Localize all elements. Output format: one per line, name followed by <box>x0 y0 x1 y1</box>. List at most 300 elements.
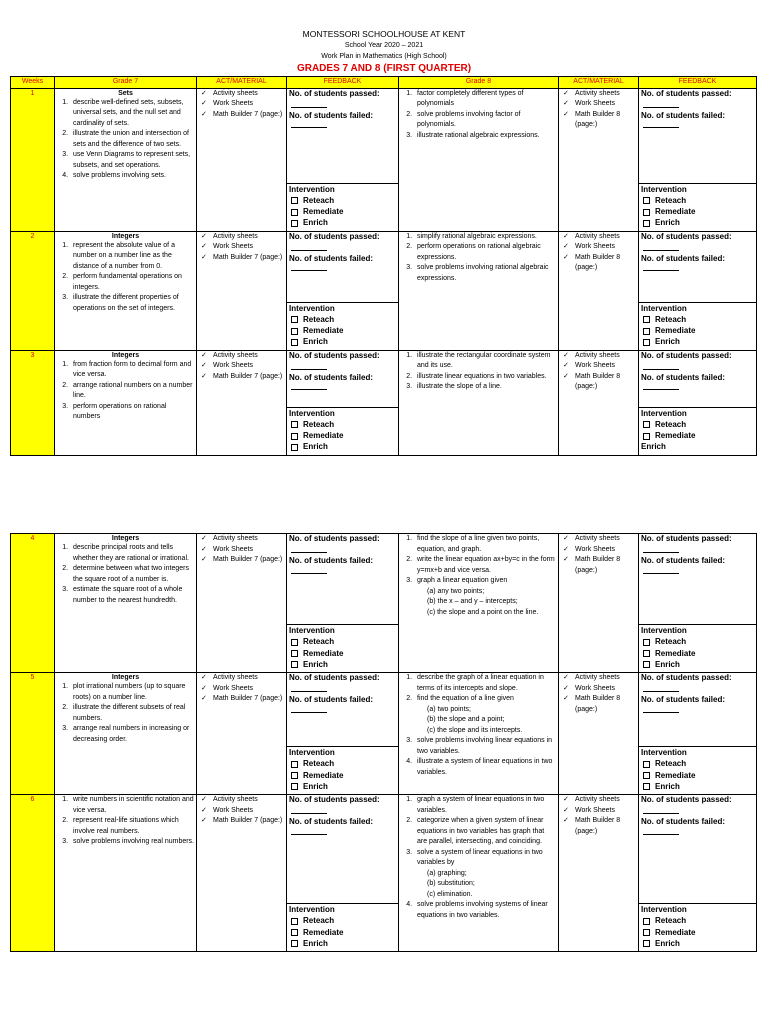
intervention-option[interactable] <box>641 915 754 926</box>
intervention-option[interactable] <box>289 336 396 347</box>
intervention-label: Intervention <box>287 746 398 758</box>
objective-item: 1. factor completely different types of polynomials <box>414 89 556 110</box>
week-number: 2 <box>11 231 55 350</box>
passed-blank[interactable] <box>643 546 679 553</box>
option-label: Enrich <box>655 337 680 347</box>
topic-title: Integers <box>111 351 140 359</box>
failed-blank[interactable] <box>291 121 327 128</box>
option-label: Enrich <box>655 218 680 228</box>
feedback-cell <box>287 88 399 231</box>
objective-item: 1. describe the graph of a linear equation in terms of its intercepts and slope. <box>414 673 556 694</box>
intervention-option[interactable] <box>641 927 754 938</box>
option-label: Remediate <box>303 770 344 780</box>
material-item: ✓ Work Sheets <box>561 806 636 817</box>
failed-blank[interactable] <box>291 706 327 713</box>
failed-blank[interactable] <box>643 121 679 128</box>
grade7-cell <box>55 795 197 952</box>
checkbox-icon[interactable] <box>291 328 298 335</box>
objective-item: 2. solve problems involving factor of polynomials. <box>414 110 556 131</box>
option-label: Reteach <box>655 637 687 647</box>
objectives-list <box>401 89 556 142</box>
page-title: GRADES 7 AND 8 (FIRST QUARTER) <box>296 63 472 74</box>
students-passed-label: No. of students passed: <box>289 534 380 543</box>
materials-cell <box>559 350 639 455</box>
grade8-cell <box>399 231 559 350</box>
students-failed-label: No. of students failed: <box>289 695 373 705</box>
objectives-list <box>57 360 194 423</box>
failed-blank[interactable] <box>643 264 679 271</box>
intervention-option[interactable] <box>289 217 396 228</box>
intervention-option[interactable] <box>289 781 396 792</box>
students-failed-label: No. of students failed: <box>641 110 725 120</box>
objective-item: 3. arrange real numbers in increasing or decreasing order. <box>70 724 194 745</box>
passed-blank[interactable] <box>291 685 327 692</box>
grade8-cell <box>399 350 559 455</box>
checkbox-icon[interactable] <box>643 918 650 925</box>
checkbox-icon[interactable] <box>643 783 650 790</box>
grade8-cell <box>399 534 559 673</box>
objective-item: 2. illustrate the union and intersection of sets and the difference of two sets. <box>70 129 194 150</box>
topic-title: Integers <box>111 674 140 681</box>
feedback-cell <box>639 88 757 231</box>
objective-item: 1. graph a system of linear equations in two variables. <box>414 795 556 816</box>
checkbox-icon[interactable] <box>291 444 298 451</box>
intervention-option[interactable] <box>289 938 396 949</box>
intervention-option[interactable] <box>641 636 754 647</box>
checkbox-icon[interactable] <box>643 421 650 428</box>
students-failed-label: No. of students failed: <box>641 817 725 827</box>
checkbox-icon[interactable] <box>643 639 650 646</box>
week-row <box>11 88 757 231</box>
objectives-list <box>57 241 194 315</box>
objectives-list <box>401 351 556 393</box>
checkbox-icon[interactable] <box>643 339 650 346</box>
week-number: 6 <box>11 795 55 952</box>
failed-blank[interactable] <box>643 706 679 713</box>
materials-cell <box>559 673 639 795</box>
material-item: ✓ Math Builder 8 (page:) <box>561 816 636 837</box>
checkbox-icon[interactable] <box>291 639 298 646</box>
students-failed-label: No. of students failed: <box>289 556 373 566</box>
material-item: ✓ Work Sheets <box>199 242 284 253</box>
objective-item: 2. determine between what two integers the square root of a number is. <box>70 564 194 585</box>
intervention-option[interactable] <box>641 430 754 441</box>
sub-item: (a) graphing; <box>427 869 467 877</box>
intervention-option[interactable] <box>289 314 396 325</box>
objectives-list <box>57 682 194 745</box>
checkbox-icon[interactable] <box>643 209 650 216</box>
objective-item: 3. illustrate the slope of a line. <box>414 382 556 393</box>
material-item: ✓ Work Sheets <box>561 684 636 695</box>
checkbox-icon[interactable] <box>291 940 298 947</box>
intervention-label: Intervention <box>287 407 398 419</box>
material-item: ✓ Work Sheets <box>199 684 284 695</box>
students-passed-label: No. of students passed: <box>289 350 380 360</box>
passed-blank[interactable] <box>643 685 679 692</box>
option-label: Remediate <box>303 927 344 937</box>
sub-item: (a) two points; <box>427 705 471 713</box>
students-failed-label: No. of students failed: <box>289 110 373 120</box>
checkbox-icon[interactable] <box>291 918 298 925</box>
sub-item: (c) elimination. <box>427 890 473 898</box>
passed-blank[interactable] <box>643 807 679 814</box>
intervention-option[interactable] <box>289 758 396 769</box>
work-plan-table-2 <box>10 533 757 952</box>
students-passed-label: No. of students passed: <box>641 795 732 804</box>
grade7-cell <box>55 673 197 795</box>
material-item: ✓ Activity sheets <box>199 232 284 243</box>
material-item: ✓ Math Builder 8 (page:) <box>561 110 636 131</box>
objective-item: 1. describe well-defined sets, subsets, universal sets, and the null set and cardinality of sets. <box>70 98 194 130</box>
material-item: ✓ Math Builder 8 (page:) <box>561 372 636 393</box>
checkbox-icon[interactable] <box>643 197 650 204</box>
students-failed-label: No. of students failed: <box>289 372 373 382</box>
checkbox-icon[interactable] <box>643 650 650 657</box>
students-passed-label: No. of students passed: <box>641 534 732 543</box>
option-label: Reteach <box>655 314 687 324</box>
passed-blank[interactable] <box>643 244 679 251</box>
checkbox-icon[interactable] <box>291 772 298 779</box>
week-number: 4 <box>11 534 55 673</box>
work-plan-subtitle: Work Plan in Mathematics (High School) <box>321 53 447 60</box>
material-item: ✓ Activity sheets <box>199 673 284 684</box>
materials-cell <box>197 350 287 455</box>
intervention-label: Intervention <box>639 183 756 195</box>
feedback-cell <box>287 673 399 795</box>
objectives-list <box>401 795 556 869</box>
intervention-option[interactable] <box>289 659 396 670</box>
option-label: Remediate <box>303 207 344 217</box>
materials-list <box>561 673 636 715</box>
students-passed-label: No. of students passed: <box>289 88 380 98</box>
week-row <box>11 673 757 795</box>
objectives-list <box>57 543 194 606</box>
objective-item: 4. solve problems involving sets. <box>70 171 194 182</box>
intervention-option[interactable] <box>289 636 396 647</box>
checkbox-icon[interactable] <box>291 650 298 657</box>
intervention-option[interactable] <box>641 314 754 325</box>
checkbox-icon[interactable] <box>291 783 298 790</box>
material-item: ✓ Work Sheets <box>199 361 284 372</box>
intervention-option[interactable] <box>641 659 754 670</box>
option-label: Reteach <box>655 195 687 205</box>
materials-list <box>561 795 636 837</box>
option-label: Enrich <box>303 781 328 791</box>
checkbox-icon[interactable] <box>291 929 298 936</box>
intervention-option[interactable] <box>289 325 396 336</box>
sub-item: (b) the x – and y – intercepts; <box>427 598 518 605</box>
week-row <box>11 534 757 673</box>
week-number: 5 <box>11 673 55 795</box>
checkbox-icon[interactable] <box>643 761 650 768</box>
intervention-label: Intervention <box>639 746 756 758</box>
col-material-8: ACT/MATERIAL <box>559 77 639 89</box>
materials-cell <box>559 88 639 231</box>
objective-item: 1. from fraction form to decimal form and vice versa. <box>70 360 194 381</box>
material-item: ✓ Work Sheets <box>199 99 284 110</box>
material-item: ✓ Activity sheets <box>199 89 284 100</box>
material-item: ✓ Math Builder 7 (page:) <box>199 253 284 264</box>
grade7-cell <box>55 88 197 231</box>
option-label: Reteach <box>303 916 335 926</box>
passed-blank[interactable] <box>291 101 327 108</box>
intervention-option[interactable] <box>641 419 754 430</box>
intervention-option[interactable] <box>641 758 754 769</box>
option-label: Reteach <box>303 419 335 429</box>
option-label: Remediate <box>655 770 696 780</box>
checkbox-icon[interactable] <box>643 940 650 947</box>
option-label: Enrich <box>303 337 328 347</box>
objective-item: 3. graph a linear equation given <box>414 576 556 587</box>
objective-item: 2. perform fundamental operations on integers. <box>70 272 194 293</box>
material-item: ✓ Math Builder 7 (page:) <box>199 110 284 121</box>
objective-item: 2. illustrate linear equations in two variables. <box>414 372 556 383</box>
materials-list <box>561 232 636 274</box>
passed-blank[interactable] <box>291 363 327 370</box>
topic-title: Integers <box>111 535 140 542</box>
materials-list <box>199 795 284 827</box>
option-label: Reteach <box>303 314 335 324</box>
checkbox-icon[interactable] <box>643 433 650 440</box>
students-failed-label: No. of students failed: <box>641 372 725 382</box>
option-label: Reteach <box>303 195 335 205</box>
intervention-option[interactable] <box>641 336 754 347</box>
intervention-option[interactable] <box>641 217 754 228</box>
material-item: ✓ Math Builder 8 (page:) <box>561 694 636 715</box>
material-item: ✓ Activity sheets <box>561 534 636 545</box>
material-item: ✓ Activity sheets <box>199 795 284 806</box>
objective-item: 3. perform operations on rational numbers <box>70 402 194 423</box>
objective-item: 1. illustrate the rectangular coordinate system and its use. <box>414 351 556 372</box>
school-year: School Year 2020 – 2021 <box>344 42 424 49</box>
materials-list <box>561 351 636 393</box>
objectives-list <box>401 534 556 587</box>
intervention-option[interactable] <box>641 781 754 792</box>
passed-blank[interactable] <box>291 546 327 553</box>
feedback-cell <box>639 673 757 795</box>
materials-cell <box>559 534 639 673</box>
grade8-cell <box>399 795 559 952</box>
option-label: Remediate <box>303 431 344 441</box>
materials-cell <box>559 795 639 952</box>
students-passed-label: No. of students passed: <box>641 88 732 98</box>
objective-item: 3. solve problems involving real numbers. <box>70 837 194 848</box>
materials-list <box>199 673 284 705</box>
materials-cell <box>197 231 287 350</box>
col-weeks: Weeks <box>11 77 55 89</box>
sub-item: (c) the slope and a point on the line. <box>427 608 539 616</box>
feedback-cell <box>639 231 757 350</box>
feedback-cell <box>639 534 757 673</box>
objectives-list <box>57 795 194 848</box>
failed-blank[interactable] <box>291 383 327 390</box>
intervention-option[interactable] <box>289 195 396 206</box>
students-passed-label: No. of students passed: <box>641 673 732 682</box>
materials-list <box>199 351 284 383</box>
intervention-label: Intervention <box>639 302 756 314</box>
students-failed-label: No. of students failed: <box>641 695 725 705</box>
material-item: ✓ Math Builder 8 (page:) <box>561 253 636 274</box>
sub-item: (b) the slope and a point; <box>427 716 505 723</box>
material-item: ✓ Activity sheets <box>561 795 636 806</box>
option-label: Enrich <box>303 218 328 228</box>
failed-blank[interactable] <box>643 383 679 390</box>
feedback-cell <box>287 534 399 673</box>
passed-blank[interactable] <box>291 807 327 814</box>
material-item: ✓ Activity sheets <box>561 351 636 362</box>
option-label: Remediate <box>655 326 696 336</box>
materials-list <box>199 534 284 566</box>
grade7-cell <box>55 534 197 673</box>
students-passed-label: No. of students passed: <box>641 350 732 360</box>
intervention-label: Intervention <box>287 302 398 314</box>
failed-blank[interactable] <box>643 828 679 835</box>
intervention-option[interactable] <box>289 441 396 452</box>
grade8-cell <box>399 673 559 795</box>
objectives-list <box>401 673 556 705</box>
passed-blank[interactable] <box>643 101 679 108</box>
intervention-option[interactable] <box>641 325 754 336</box>
intervention-option[interactable] <box>641 648 754 659</box>
checkbox-icon[interactable] <box>291 197 298 204</box>
material-item: ✓ Activity sheets <box>199 351 284 362</box>
objective-item: 3. solve problems involving rational algebraic expressions. <box>414 263 556 284</box>
objective-item: 2. categorize when a given system of linear equations in two variables has graph that are parallel, intersecting, and coinciding. <box>414 816 556 848</box>
col-feedback-8: FEEDBACK <box>639 77 757 89</box>
intervention-label: Intervention <box>287 624 398 636</box>
checkbox-icon[interactable] <box>291 661 298 668</box>
objectives-list <box>401 736 556 778</box>
objective-item: 1. find the slope of a line given two points, equation, and graph. <box>414 534 556 555</box>
intervention-option[interactable] <box>289 206 396 217</box>
materials-cell <box>197 673 287 795</box>
objective-item: 3. use Venn Diagrams to represent sets, subsets, and set operations. <box>70 150 194 171</box>
intervention-label: Intervention <box>639 407 756 419</box>
checkbox-icon[interactable] <box>643 328 650 335</box>
checkbox-icon[interactable] <box>291 220 298 227</box>
intervention-option[interactable] <box>641 938 754 949</box>
materials-list <box>561 89 636 131</box>
checkbox-icon[interactable] <box>291 316 298 323</box>
table-header-row <box>11 77 757 89</box>
col-feedback-7: FEEDBACK <box>287 77 399 89</box>
grade7-cell <box>55 231 197 350</box>
checkbox-icon[interactable] <box>643 661 650 668</box>
objective-item: 3. solve problems involving linear equations in two variables. <box>414 736 556 757</box>
checkbox-icon[interactable] <box>291 433 298 440</box>
option-label: Enrich <box>655 781 680 791</box>
failed-blank[interactable] <box>291 264 327 271</box>
intervention-option[interactable] <box>289 419 396 430</box>
col-grade8: Grade 8 <box>399 77 559 89</box>
material-item: ✓ Work Sheets <box>561 545 636 556</box>
objective-item: 3. solve a system of linear equations in two variables by <box>414 848 556 869</box>
week-number: 3 <box>11 350 55 455</box>
school-name: MONTESSORI SCHOOLHOUSE AT KENT <box>302 29 466 39</box>
passed-blank[interactable] <box>643 363 679 370</box>
objectives-list <box>401 900 556 921</box>
students-passed-label: No. of students passed: <box>641 231 732 241</box>
failed-blank[interactable] <box>291 567 327 574</box>
intervention-label: Intervention <box>287 183 398 195</box>
students-failed-label: No. of students failed: <box>289 817 373 827</box>
objective-item: 2. arrange rational numbers on a number line. <box>70 381 194 402</box>
option-label: Enrich <box>303 659 328 669</box>
failed-blank[interactable] <box>643 567 679 574</box>
intervention-option[interactable] <box>289 430 396 441</box>
option-label: Reteach <box>303 759 335 769</box>
option-label: Remediate <box>303 326 344 336</box>
failed-blank[interactable] <box>291 828 327 835</box>
objective-item: 3. illustrate rational algebraic expressions. <box>414 131 556 142</box>
checkbox-icon[interactable] <box>291 761 298 768</box>
material-item: ✓ Math Builder 7 (page:) <box>199 816 284 827</box>
objective-item: 2. write the linear equation ax+by=c in the form y=mx+b and vice versa. <box>414 555 556 576</box>
intervention-label: Intervention <box>639 903 756 915</box>
materials-cell <box>197 795 287 952</box>
option-label: Remediate <box>655 207 696 217</box>
checkbox-icon[interactable] <box>643 772 650 779</box>
students-failed-label: No. of students failed: <box>641 253 725 263</box>
materials-cell <box>197 534 287 673</box>
objectives-list <box>57 98 194 182</box>
intervention-option[interactable] <box>289 915 396 926</box>
material-item: ✓ Work Sheets <box>561 242 636 253</box>
materials-cell <box>197 88 287 231</box>
feedback-cell <box>639 350 757 455</box>
students-failed-label: No. of students failed: <box>289 253 373 263</box>
feedback-cell <box>287 231 399 350</box>
checkbox-icon[interactable] <box>643 929 650 936</box>
materials-cell <box>559 231 639 350</box>
feedback-cell <box>287 795 399 952</box>
intervention-option[interactable] <box>289 648 396 659</box>
material-item: ✓ Work Sheets <box>199 545 284 556</box>
topic-title: Sets <box>118 89 133 97</box>
intervention-option[interactable] <box>641 206 754 217</box>
col-grade7: Grade 7 <box>55 77 197 89</box>
option-label: Enrich <box>303 938 328 948</box>
intervention-label: Intervention <box>639 624 756 636</box>
material-item: ✓ Math Builder 8 (page:) <box>561 555 636 576</box>
checkbox-icon[interactable] <box>291 209 298 216</box>
objective-item: 2. illustrate the different subsets of real numbers. <box>70 703 194 724</box>
objective-item: 1. write numbers in scientific notation and vice versa. <box>70 795 194 816</box>
intervention-option[interactable] <box>289 770 396 781</box>
week-row <box>11 231 757 350</box>
checkbox-icon[interactable] <box>291 421 298 428</box>
passed-blank[interactable] <box>291 244 327 251</box>
checkbox-icon[interactable] <box>643 220 650 227</box>
objective-item: 3. illustrate the different properties of operations on the set of integers. <box>70 293 194 314</box>
checkbox-icon[interactable] <box>291 339 298 346</box>
intervention-option[interactable] <box>289 927 396 938</box>
objective-item: 2. represent real-life situations which involve real numbers. <box>70 816 194 837</box>
week-row <box>11 350 757 455</box>
checkbox-icon[interactable] <box>643 316 650 323</box>
grade7-cell <box>55 350 197 455</box>
feedback-cell <box>639 795 757 952</box>
sub-item: (c) the slope and its intercepts. <box>427 726 523 734</box>
week-row <box>11 795 757 952</box>
option-label: Enrich <box>655 938 680 948</box>
grade8-cell <box>399 88 559 231</box>
objective-item: 3. estimate the square root of a whole number to the nearest hundredth. <box>70 585 194 606</box>
intervention-option[interactable] <box>641 195 754 206</box>
option-enrich-text: Enrich <box>641 442 666 452</box>
intervention-option[interactable] <box>641 770 754 781</box>
option-label: Reteach <box>303 637 335 647</box>
